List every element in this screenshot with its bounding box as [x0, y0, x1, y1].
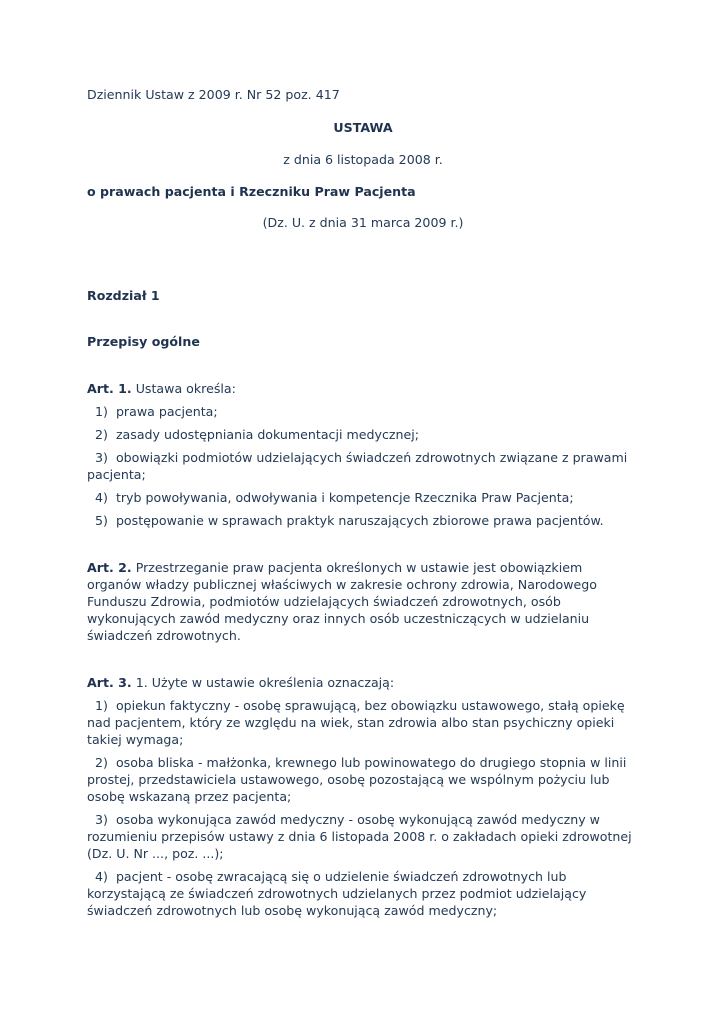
article-2	[87, 559, 639, 644]
item-text: osoba wykonująca zawód medyczny - osobę wykonującą zawód medyczny w rozumieniu przepisów ustawy z dnia 6 listopada 2008 r. o zakładach opieki zdrowotnej (Dz. U. Nr ..., poz. ...);	[87, 812, 632, 861]
item-number: 1)	[95, 698, 108, 713]
item-text: obowiązki podmiotów udzielających świadczeń zdrowotnych związane z prawami pacjenta;	[87, 450, 628, 482]
item-number: 1)	[95, 404, 108, 419]
article-3-item	[87, 754, 639, 805]
article-1-item	[87, 489, 639, 506]
item-number: 2)	[95, 755, 108, 770]
item-number: 5)	[95, 513, 108, 528]
publication-reference: (Dz. U. z dnia 31 marca 2009 r.)	[262, 215, 464, 230]
item-text: postępowanie w sprawach praktyk naruszających zbiorowe prawa pacjentów.	[115, 513, 604, 528]
item-text: prawa pacjenta;	[115, 404, 218, 419]
article-3-label: Art. 3.	[87, 675, 132, 690]
article-3-heading	[87, 674, 639, 691]
article-3-item	[87, 811, 639, 862]
item-number: 3)	[95, 450, 108, 465]
item-text: tryb powoływania, odwoływania i kompetencje Rzecznika Praw Pacjenta;	[115, 490, 574, 505]
chapter-title: Przepisy ogólne	[87, 334, 200, 349]
article-1-item	[87, 512, 639, 529]
item-text: pacjent - osobę zwracającą się o udzielenie świadczeń zdrowotnych lub korzystającą ze świadczeń zdrowotnych udzielanych przez podmiot udzielający świadczeń zdrowotnych lub osobę wykonującą zawód medyczny;	[87, 869, 587, 918]
article-3-intro: 1. Użyte w ustawie określenia oznaczają:	[135, 675, 395, 690]
article-1-label: Art. 1.	[87, 381, 132, 396]
article-1-item	[87, 426, 639, 443]
item-text: opiekun faktyczny - osobę sprawującą, bez obowiązku ustawowego, stałą opiekę nad pacjentem, który ze względu na wiek, stan zdrowia albo stan psychiczny opieki takiej wymaga;	[87, 698, 625, 747]
item-text: osoba bliska - małżonka, krewnego lub powinowatego do drugiego stopnia w linii prostej, przedstawiciela ustawowego, osobę pozostającą we wspólnym pożyciu lub osobę wskazaną przez pacjenta;	[87, 755, 627, 804]
article-1-item	[87, 449, 639, 483]
item-number: 2)	[95, 427, 108, 442]
document-page	[87, 86, 639, 919]
item-text: zasady udostępniania dokumentacji medycznej;	[115, 427, 419, 442]
act-type-heading: USTAWA	[333, 120, 393, 135]
act-title: o prawach pacjenta i Rzeczniku Praw Pacjenta	[87, 184, 416, 199]
item-number: 4)	[95, 869, 108, 884]
article-1	[87, 380, 639, 529]
article-3	[87, 674, 639, 919]
article-1-item	[87, 403, 639, 420]
article-1-heading	[87, 380, 639, 397]
article-1-intro: Ustawa określa:	[135, 381, 236, 396]
article-3-item	[87, 868, 639, 919]
article-3-item	[87, 697, 639, 748]
act-date: z dnia 6 listopada 2008 r.	[283, 152, 443, 167]
article-2-label: Art. 2.	[87, 560, 132, 575]
source-reference: Dziennik Ustaw z 2009 r. Nr 52 poz. 417	[87, 87, 340, 102]
article-2-text: Przestrzeganie praw pacjenta określonych w ustawie jest obowiązkiem organów władzy publicznej właściwych w zakresie ochrony zdrowia, Narodowego Funduszu Zdrowia, podmiotów udzielających świadczeń zdrowotnych, osób wykonujących zawód medyczny oraz innych osób uczestniczących w udzielaniu świadczeń zdrowotnych.	[87, 560, 597, 643]
item-number: 3)	[95, 812, 108, 827]
chapter-number: Rozdział 1	[87, 288, 160, 303]
item-number: 4)	[95, 490, 108, 505]
